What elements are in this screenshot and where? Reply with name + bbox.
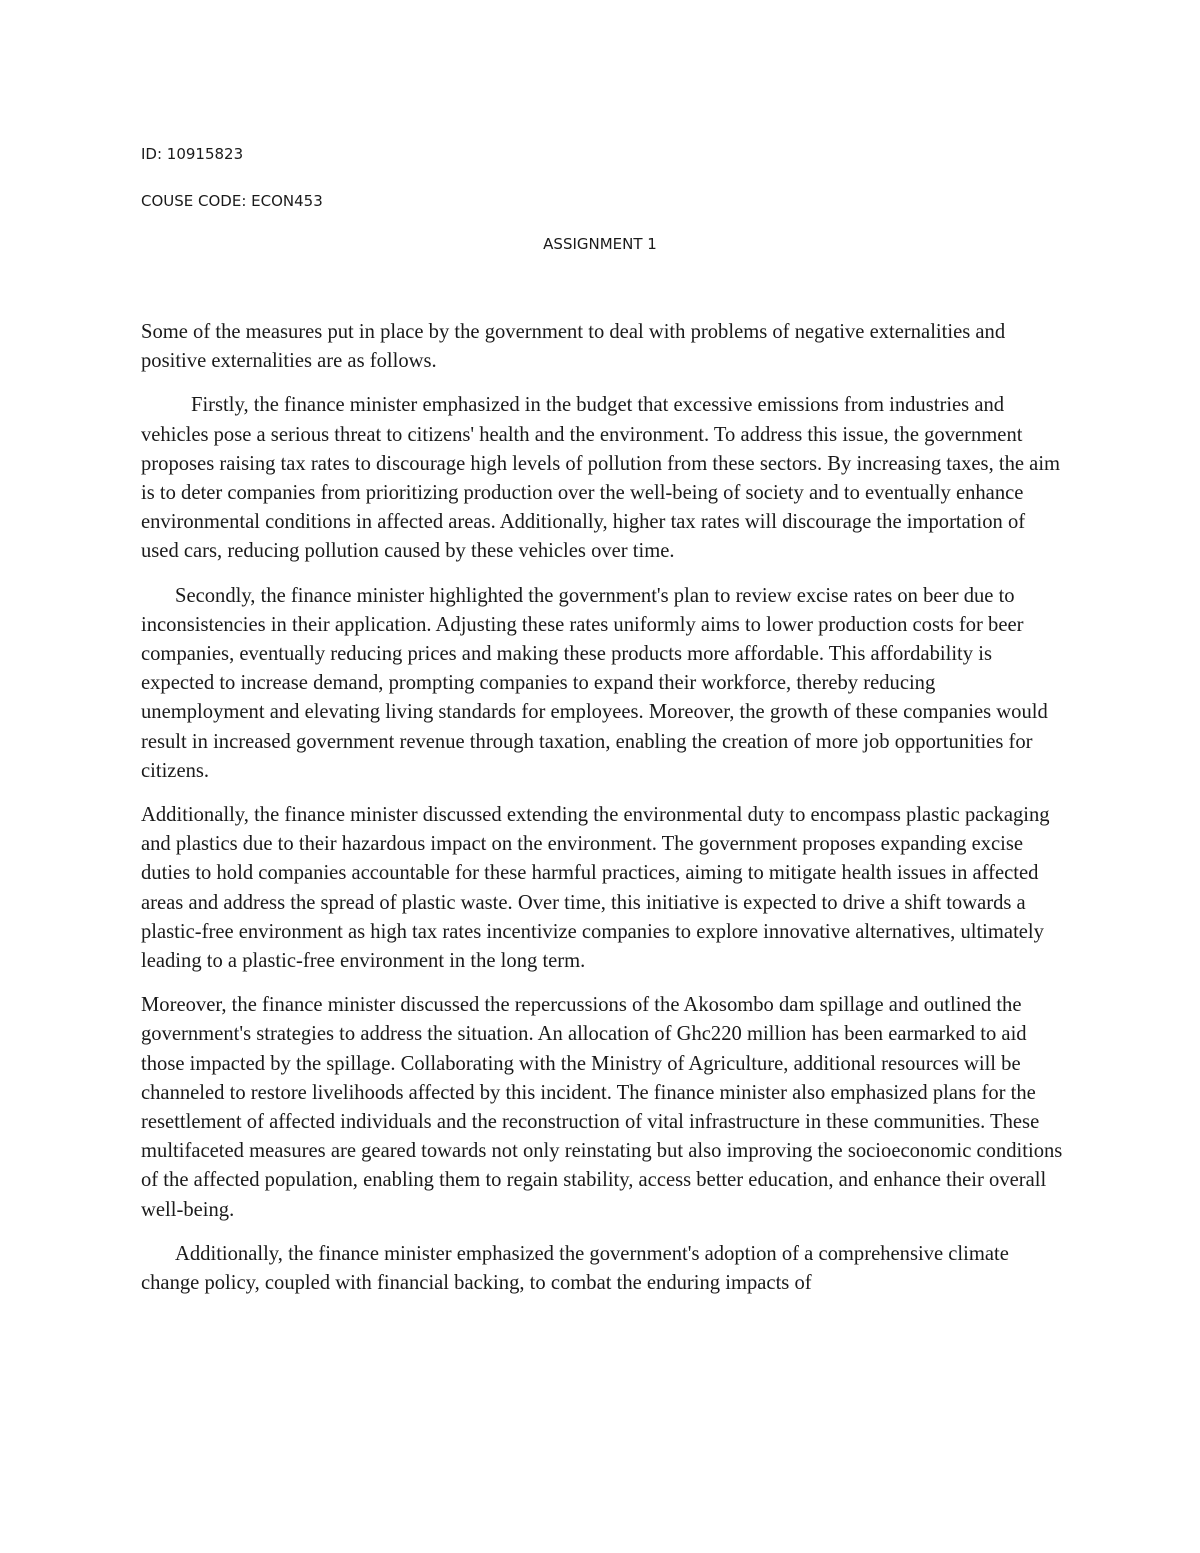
paragraph-secondly: Secondly, the finance minister highlighted the government's plan to review excise rates on beer due to inconsistencies in their application. Adjusting these rates uniformly aims to lower production costs for beer companies, eventually reducing prices and making these products more affordable. This affordability is expected to increase demand, prompting companies to expand their workforce, thereby reducing unemployment and elevating living standards for employees. Moreover, the growth of these companies would result in increased government revenue through taxation, enabling the creation of more job opportunities for citizens. <box>141 584 1048 782</box>
paragraph-intro: Some of the measures put in place by the government to deal with problems of negative externalities and positive externalities are as follows. <box>141 321 1006 373</box>
paragraph-climate: Additionally, the finance minister emphasized the government's adoption of a comprehensive climate change policy, coupled with financial backing, to combat the enduring impacts of <box>141 1242 1009 1295</box>
course-code: COUSE CODE: ECON453 <box>141 192 323 210</box>
document-body <box>141 318 1063 1313</box>
student-id: ID: 10915823 <box>141 145 244 163</box>
paragraph-akosombo: Moreover, the finance minister discussed the repercussions of the Akosombo dam spillage and outlined the government's strategies to address the situation. An allocation of Ghc220 million has been earmarked to aid those impacted by the spillage. Collaborating with the Ministry of Agriculture, additional resources will be channeled to restore livelihoods affected by this incident. The finance minister also emphasized plans for the resettlement of affected individuals and the reconstruction of vital infrastructure in these communities. These multifaceted measures are geared towards not only reinstating but also improving the socioeconomic conditions of the affected population, enabling them to regain stability, access better education, and enhance their overall well-being. <box>141 994 1063 1221</box>
paragraph-firstly: Firstly, the finance minister emphasized in the budget that excessive emissions from industries and vehicles pose a serious threat to citizens' health and the environment. To address this issue, the government proposes raising tax rates to discourage high levels of pollution from these sectors. By increasing taxes, the aim is to deter companies from prioritizing production over the well-being of society and to eventually enhance environmental conditions in affected areas. Additionally, higher tax rates will discourage the importation of used cars, reducing pollution caused by these vehicles over time. <box>141 394 1061 563</box>
paragraph-plastics: Additionally, the finance minister discussed extending the environmental duty to encompass plastic packaging and plastics due to their hazardous impact on the environment. The government proposes expanding excise duties to hold companies accountable for these harmful practices, aiming to mitigate health issues in affected areas and address the spread of plastic waste. Over time, this initiative is expected to drive a shift towards a plastic-free environment as high tax rates incentivize companies to explore innovative alternatives, ultimately leading to a plastic-free environment in the long term. <box>141 804 1050 973</box>
assignment-title: ASSIGNMENT 1 <box>543 235 657 253</box>
